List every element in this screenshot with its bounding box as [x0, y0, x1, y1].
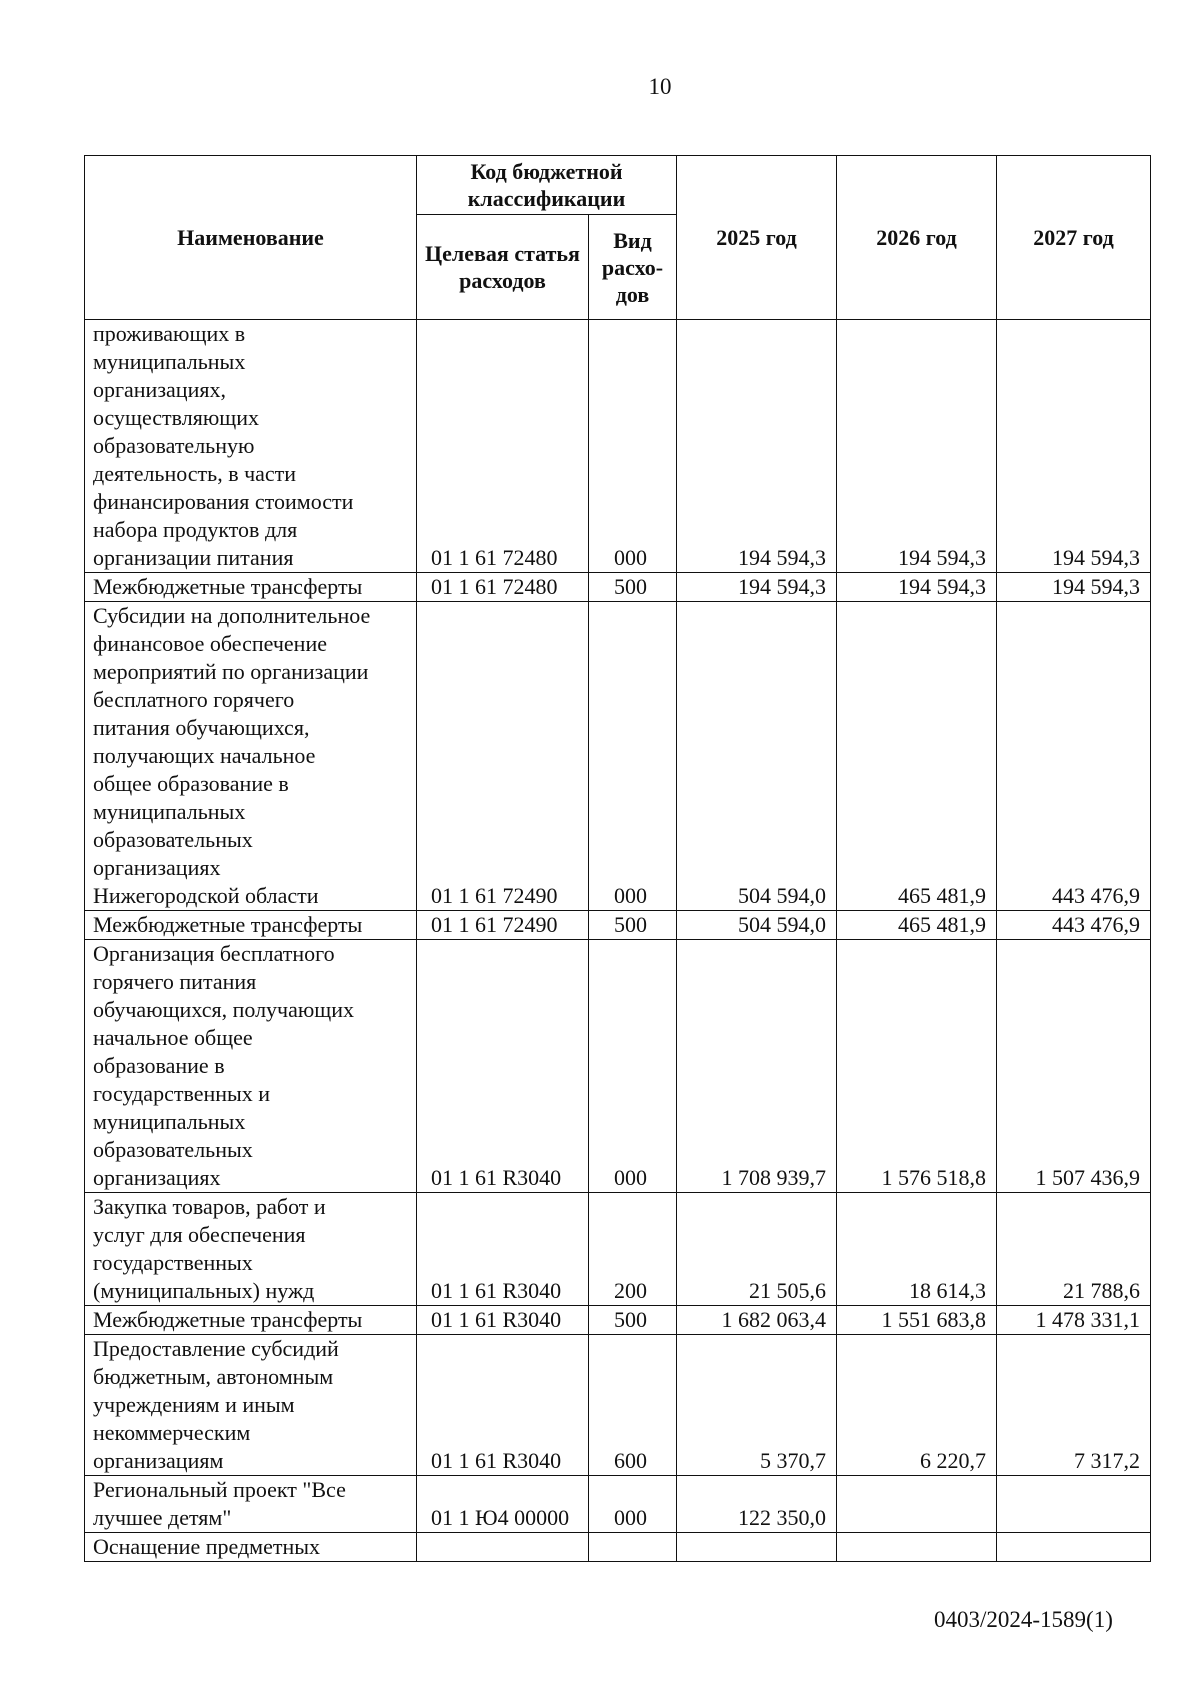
row-target-article-cell: 01 1 61 72480	[417, 320, 589, 573]
table-row	[85, 1306, 1151, 1335]
row-2027-cell: 1 478 331,1	[997, 1306, 1151, 1335]
row-expense-type-cell	[589, 1533, 677, 1562]
row-target-article-cell: 01 1 61 72490	[417, 602, 589, 911]
row-2026-cell: 465 481,9	[837, 602, 997, 911]
row-2026-cell	[837, 1533, 997, 1562]
row-2027-cell: 443 476,9	[997, 911, 1151, 940]
row-target-article-cell	[417, 1533, 589, 1562]
row-2025-cell	[677, 1533, 837, 1562]
table-body	[85, 320, 1151, 1562]
row-2026-cell: 6 220,7	[837, 1335, 997, 1476]
table-row	[85, 940, 1151, 1193]
header-expense-type: Вид расхо-дов	[589, 215, 677, 320]
row-expense-type-cell: 500	[589, 573, 677, 602]
row-2025-cell: 1 682 063,4	[677, 1306, 837, 1335]
row-2026-cell	[837, 1476, 997, 1533]
row-2025-cell: 194 594,3	[677, 573, 837, 602]
row-name-cell: Межбюджетные трансферты	[85, 573, 417, 602]
row-2025-cell: 504 594,0	[677, 602, 837, 911]
page-number: 10	[648, 74, 672, 99]
row-expense-type-cell: 600	[589, 1335, 677, 1476]
row-2027-cell	[997, 1476, 1151, 1533]
row-target-article-cell: 01 1 61 72480	[417, 573, 589, 602]
row-2026-cell: 1 576 518,8	[837, 940, 997, 1193]
row-target-article-cell: 01 1 61 R3040	[417, 1335, 589, 1476]
row-2027-cell: 194 594,3	[997, 320, 1151, 573]
header-code-group: Код бюджетной классификации	[417, 156, 677, 215]
header-2027: 2027 год	[997, 156, 1151, 320]
row-name-cell: Закупка товаров, работ и услуг для обеспечения государственных (муниципальных) нужд	[85, 1193, 417, 1306]
header-target-article: Целевая статья расходов	[417, 215, 589, 320]
table-row	[85, 602, 1151, 911]
row-expense-type-cell: 500	[589, 1306, 677, 1335]
row-expense-type-cell: 000	[589, 320, 677, 573]
table-row	[85, 573, 1151, 602]
row-expense-type-cell: 500	[589, 911, 677, 940]
row-2026-cell: 194 594,3	[837, 573, 997, 602]
row-2025-cell: 122 350,0	[677, 1476, 837, 1533]
document-code: 0403/2024-1589(1)	[934, 1607, 1113, 1632]
row-2027-cell: 7 317,2	[997, 1335, 1151, 1476]
table-row	[85, 1335, 1151, 1476]
row-2026-cell: 194 594,3	[837, 320, 997, 573]
row-2025-cell: 504 594,0	[677, 911, 837, 940]
table-row	[85, 1533, 1151, 1562]
row-name-cell: Предоставление субсидий бюджетным, автономным учреждениям и иным некоммерческим организациям	[85, 1335, 417, 1476]
row-name-cell: Межбюджетные трансферты	[85, 1306, 417, 1335]
table-row	[85, 911, 1151, 940]
row-name-cell: Оснащение предметных	[85, 1533, 417, 1562]
row-expense-type-cell: 200	[589, 1193, 677, 1306]
row-2027-cell	[997, 1533, 1151, 1562]
row-2027-cell: 21 788,6	[997, 1193, 1151, 1306]
row-name-cell: проживающих в муниципальных организациях, осуществляющих образовательную деятельность, в части финансирования стоимости набора продуктов для организации питания	[85, 320, 417, 573]
row-2025-cell: 1 708 939,7	[677, 940, 837, 1193]
row-expense-type-cell: 000	[589, 940, 677, 1193]
row-expense-type-cell: 000	[589, 1476, 677, 1533]
table-row	[85, 320, 1151, 573]
row-name-cell: Межбюджетные трансферты	[85, 911, 417, 940]
row-expense-type-cell: 000	[589, 602, 677, 911]
row-name-cell: Организация бесплатного горячего питания обучающихся, получающих начальное общее образование в государственных и муниципальных образовательных организациях	[85, 940, 417, 1193]
row-2025-cell: 21 505,6	[677, 1193, 837, 1306]
row-2026-cell: 1 551 683,8	[837, 1306, 997, 1335]
row-target-article-cell: 01 1 61 R3040	[417, 1193, 589, 1306]
row-2025-cell: 194 594,3	[677, 320, 837, 573]
budget-table	[84, 155, 1151, 1562]
header-2025: 2025 год	[677, 156, 837, 320]
row-2027-cell: 194 594,3	[997, 573, 1151, 602]
row-2027-cell: 1 507 436,9	[997, 940, 1151, 1193]
header-name: Наименование	[85, 156, 417, 320]
row-target-article-cell: 01 1 61 R3040	[417, 940, 589, 1193]
row-target-article-cell: 01 1 61 72490	[417, 911, 589, 940]
row-2026-cell: 18 614,3	[837, 1193, 997, 1306]
header-2026: 2026 год	[837, 156, 997, 320]
row-2026-cell: 465 481,9	[837, 911, 997, 940]
table-row	[85, 1476, 1151, 1533]
row-2025-cell: 5 370,7	[677, 1335, 837, 1476]
table-header	[85, 156, 1151, 320]
row-target-article-cell: 01 1 61 R3040	[417, 1306, 589, 1335]
row-name-cell: Региональный проект "Все лучшее детям"	[85, 1476, 417, 1533]
row-target-article-cell: 01 1 Ю4 00000	[417, 1476, 589, 1533]
row-2027-cell: 443 476,9	[997, 602, 1151, 911]
row-name-cell: Субсидии на дополнительное финансовое обеспечение мероприятий по организации бесплатного горячего питания обучающихся, получающих начальное общее образование в муниципальных образовательных организациях Нижегородской области	[85, 602, 417, 911]
table-row	[85, 1193, 1151, 1306]
